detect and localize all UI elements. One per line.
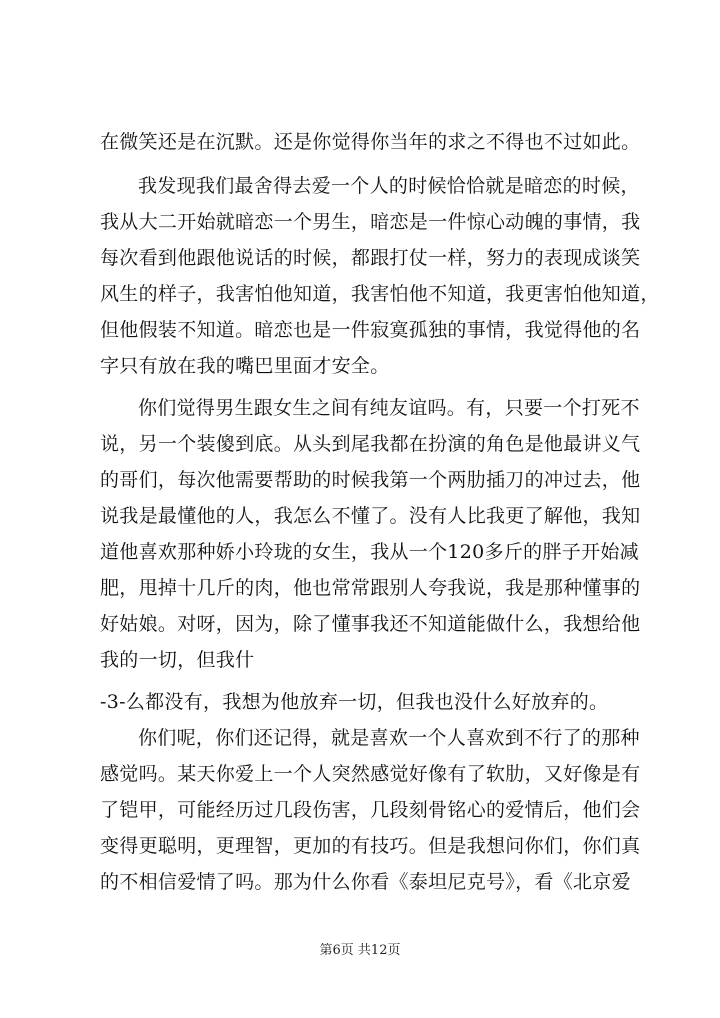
- text-line: 你们觉得男生跟女生之间有纯友谊吗。有，只要一个打死不: [138, 397, 640, 419]
- text-line: 字只有放在我的嘴巴里面才安全。: [100, 355, 390, 377]
- text-line: 我发现我们最舍得去爱一个人的时候恰恰就是暗恋的时候，: [138, 175, 640, 197]
- text-line: 道他喜欢那种娇小玲珑的女生，我从一个120多斤的胖子开始减: [100, 541, 639, 563]
- text-line: 风生的样子，我害怕他知道，我害怕他不知道，我更害怕他知道，: [100, 283, 660, 305]
- text-line: 在微笑还是在沉默。还是你觉得你当年的求之不得也不过如此。: [100, 131, 641, 153]
- text-line: 的不相信爱情了吗。那为什么你看《泰坦尼克号》，看《北京爱: [100, 871, 631, 893]
- text-line: 但他假装不知道。暗恋也是一件寂寞孤独的事情，我觉得他的名: [100, 319, 641, 341]
- text-line: 好姑娘。对呀，因为，除了懂事我还不知道能做什么，我想给他: [100, 613, 641, 635]
- page-number-footer: 第6页 共12页: [319, 943, 401, 958]
- text-line: 我从大二开始就暗恋一个男生，暗恋是一件惊心动魄的事情，我: [100, 211, 641, 233]
- text-line: 每次看到他跟他说话的时候，都跟打仗一样，努力的表现成谈笑: [100, 247, 641, 269]
- text-line: 的哥们，每次他需要帮助的时候我第一个两肋插刀的冲过去，他: [100, 469, 641, 491]
- text-line: -3-么都没有，我想为他放弃一切，但我也没什么好放弃的。: [100, 691, 609, 713]
- text-line: 变得更聪明，更理智，更加的有技巧。但是我想问你们，你们真: [100, 835, 641, 857]
- text-line: 了铠甲，可能经历过几段伤害，几段刻骨铭心的爱情后，他们会: [100, 799, 641, 821]
- text-line: 说，另一个装傻到底。从头到尾我都在扮演的角色是他最讲义气: [100, 433, 641, 455]
- text-line: 我的一切，但我什: [100, 649, 255, 671]
- text-line: 肥，甩掉十几斤的肉，他也常常跟别人夸我说，我是那种懂事的: [100, 577, 641, 599]
- text-line: 说我是最懂他的人，我怎么不懂了。没有人比我更了解他，我知: [100, 505, 641, 527]
- text-line: 感觉吗。某天你爱上一个人突然感觉好像有了软肋，又好像是有: [100, 763, 641, 785]
- text-line: 你们呢，你们还记得，就是喜欢一个人喜欢到不行了的那种: [138, 727, 640, 749]
